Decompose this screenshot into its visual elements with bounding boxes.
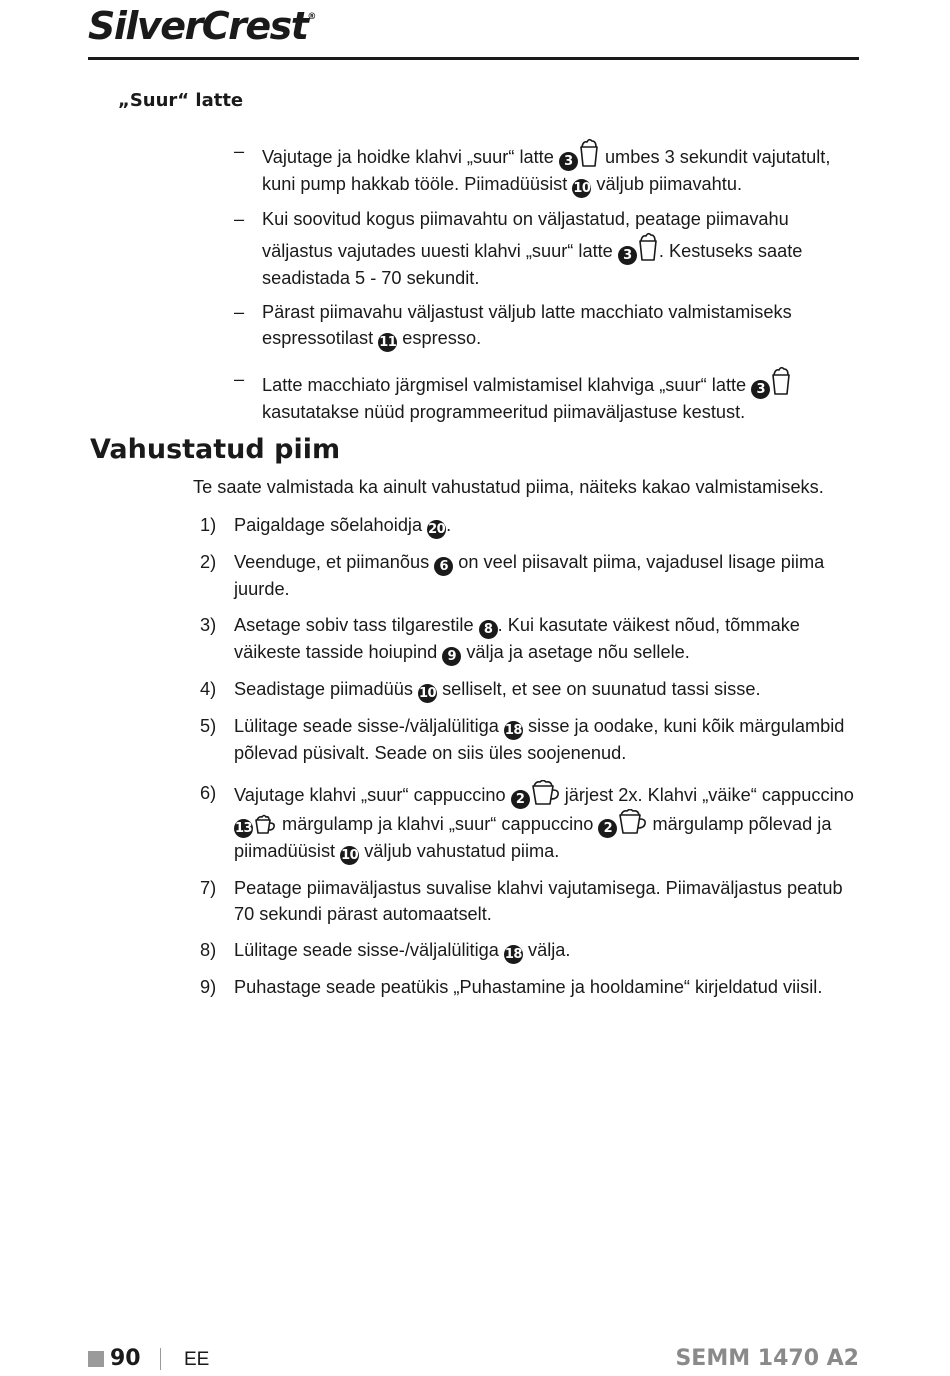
page-number: 90 bbox=[110, 1346, 141, 1371]
reference-number-6: 6 bbox=[434, 557, 453, 576]
page-footer bbox=[88, 1346, 859, 1376]
milk-step-marker: 7) bbox=[200, 878, 217, 898]
latte-glass-icon bbox=[637, 232, 659, 262]
milk-step-text: Asetage sobiv tass tilgarestile 8 . Kui kasutate väikest nõud, tõmmake väikeste tasside hoiupind 9 välja ja asetage nõu sellele. bbox=[234, 615, 800, 664]
milk-step bbox=[0, 676, 950, 703]
milk-step-marker: 4) bbox=[200, 679, 217, 699]
milk-step-text: Lülitage seade sisse-/väljalülitiga 18 sisse ja oodake, kuni kõik märgulambid põlevad püsivalt. Seade on siis üles soojenenud. bbox=[234, 716, 845, 763]
milk-step-text: Lülitage seade sisse-/väljalülitiga 18 välja. bbox=[234, 940, 571, 962]
reference-number-3: 3 bbox=[751, 380, 770, 399]
milk-step-text: Peatage piimaväljastus suvalise klahvi vajutamisega. Piimaväljastus peatub 70 sekundi pärast automaatselt. bbox=[234, 878, 843, 924]
milk-step-text: Veenduge, et piimanõus 6 on veel piisavalt piima, vajadusel lisage piima juurde. bbox=[234, 552, 825, 599]
reference-number-18: 18 bbox=[504, 947, 522, 962]
milk-step-marker: 6) bbox=[200, 783, 217, 803]
reference-number-10: 10 bbox=[573, 181, 591, 196]
language-code: EE bbox=[184, 1349, 210, 1370]
milk-step-text: Paigaldage sõelahoidja 20. bbox=[234, 515, 452, 537]
milk-steps-list bbox=[0, 512, 950, 1010]
reference-number-10: 10 bbox=[341, 848, 359, 863]
latte-steps-list bbox=[0, 138, 950, 435]
footer-square-icon bbox=[88, 1351, 104, 1367]
logo-text: SilverCrest bbox=[88, 4, 308, 48]
milk-step-marker: 1) bbox=[200, 515, 217, 535]
milk-step bbox=[0, 612, 950, 666]
registered-mark: ® bbox=[307, 12, 315, 22]
latte-step bbox=[0, 366, 950, 425]
subheading: „Suur“ latte bbox=[118, 90, 244, 111]
milk-step-marker: 8) bbox=[200, 940, 217, 960]
milk-step bbox=[0, 549, 950, 602]
milk-step bbox=[0, 512, 950, 539]
reference-number-2: 2 bbox=[511, 790, 530, 809]
milk-step-marker: 5) bbox=[200, 716, 217, 736]
latte-step-text: Pärast piimavahu väljastust väljub latte macchiato valmistamiseks espressotilast 11 espresso. bbox=[262, 302, 792, 350]
latte-step bbox=[0, 299, 950, 352]
header-rule bbox=[88, 57, 859, 60]
milk-step bbox=[0, 937, 950, 964]
latte-step-text: Kui soovitud kogus piimavahtu on väljastatud, peatage piimavahu väljastus vajutades uuesti klahvi „suur“ latte 3 . Kestuseks saate seadistada 5 - 70 sekundit. bbox=[262, 209, 803, 288]
reference-number-8: 8 bbox=[479, 620, 498, 639]
milk-step bbox=[0, 780, 950, 865]
latte-glass-icon bbox=[578, 138, 600, 168]
latte-step bbox=[0, 138, 950, 198]
latte-glass-icon bbox=[770, 366, 792, 396]
reference-number-10: 10 bbox=[418, 686, 437, 701]
milk-step bbox=[0, 713, 950, 766]
section-title: Vahustatud piim bbox=[90, 434, 341, 465]
latte-step bbox=[0, 206, 950, 291]
latte-step-text: Vajutage ja hoidke klahvi „suur“ latte 3 umbes 3 sekundit vajutatult, kuni pump hakkab tööle. Piimadüüsist 10 väljub piimavahtu. bbox=[262, 138, 862, 198]
reference-number-13: 13 bbox=[234, 821, 253, 836]
reference-number-2: 2 bbox=[598, 819, 617, 838]
latte-step-marker: – bbox=[234, 209, 245, 229]
footer-separator bbox=[160, 1348, 161, 1370]
latte-step-text: Latte macchiato järgmisel valmistamisel klahviga „suur“ latte 3 kasutatakse nüüd programmeeritud piimaväljastuse kestust. bbox=[262, 366, 862, 425]
latte-step-marker: – bbox=[234, 369, 245, 389]
latte-step-marker: – bbox=[234, 141, 245, 161]
reference-number-11: 11 bbox=[379, 335, 397, 350]
silvercrest-logo bbox=[88, 4, 315, 48]
milk-step bbox=[0, 974, 950, 1000]
milk-step-text: Puhastage seade peatükis „Puhastamine ja hooldamine“ kirjeldatud viisil. bbox=[234, 977, 823, 997]
latte-step-marker: – bbox=[234, 302, 245, 322]
milk-step bbox=[0, 875, 950, 927]
reference-number-3: 3 bbox=[559, 152, 578, 171]
large-cup-icon bbox=[617, 809, 647, 835]
reference-number-18: 18 bbox=[504, 723, 522, 738]
small-cup-icon bbox=[253, 813, 277, 835]
large-cup-icon bbox=[530, 780, 560, 806]
reference-number-9: 9 bbox=[442, 647, 461, 666]
milk-step-marker: 3) bbox=[200, 615, 217, 635]
reference-number-20: 20 bbox=[428, 522, 446, 537]
section-intro: Te saate valmistada ka ainult vahustatud piima, näiteks kakao valmistamiseks. bbox=[193, 477, 824, 497]
milk-step-marker: 2) bbox=[200, 552, 217, 572]
model-number: SEMM 1470 A2 bbox=[675, 1346, 859, 1371]
milk-step-text: Vajutage klahvi „suur“ cappuccino 2 järjest 2x. Klahvi „väike“ cappuccino 13 märgulamp ja klahvi „suur“ cappuccino 2 märgulamp põlevad ja piimadüüsist 10 väljub vahustatud piima. bbox=[234, 780, 862, 865]
milk-step-marker: 9) bbox=[200, 977, 217, 997]
milk-step-text: Seadistage piimadüüs 10 selliselt, et see on suunatud tassi sisse. bbox=[234, 679, 761, 701]
reference-number-3: 3 bbox=[618, 246, 637, 265]
